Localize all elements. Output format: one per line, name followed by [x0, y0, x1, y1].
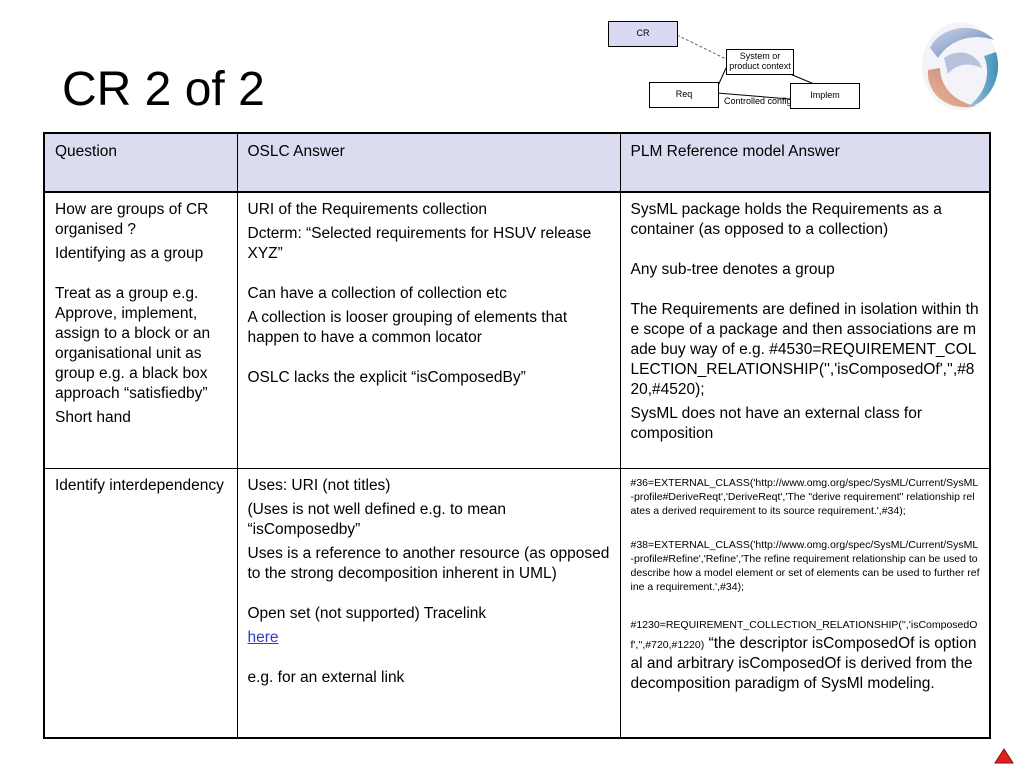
cell-text: (Uses is not well defined e.g. to mean “isComposedby”: [247, 500, 506, 538]
cell-text: Open set (not supported) Tracelink: [247, 604, 487, 622]
context-diagram: [600, 15, 870, 115]
cell-text: e.g. for an external link: [247, 668, 405, 686]
row2-oslc-cell: [237, 468, 620, 738]
cell-text: SysML does not have an external class for composition: [630, 405, 922, 442]
cell-text: Treat as a group e.g. Approve, implement, assign to a block or an organisational unit as group e.g. a black box approach “satisfiedby”: [55, 285, 211, 402]
swirl-logo-icon: [918, 18, 1002, 114]
row1-oslc-cell: [237, 192, 620, 468]
cell-text: SysML package holds the Requirements as a container (as opposed to a collection): [630, 201, 942, 238]
header-oslc-answer: OSLC Answer: [237, 133, 620, 192]
cell-text: Uses: URI (not titles): [247, 476, 391, 494]
table-header-row: [44, 133, 990, 192]
cell-text: Dcterm: “Selected requirements for HSUV release XYZ”: [247, 225, 592, 262]
row1-question-cell: [44, 192, 237, 468]
cell-text: A collection is looser grouping of elements that happen to have a common locator: [247, 309, 568, 346]
row2-plm-cell: [620, 468, 990, 738]
row1-plm-cell: [620, 192, 990, 468]
row2-question-cell: [44, 468, 237, 738]
header-question: Question: [44, 133, 237, 192]
here-link[interactable]: here: [247, 628, 279, 646]
up-triangle-icon[interactable]: [994, 748, 1014, 764]
cell-text: Any sub-tree denotes a group: [630, 261, 835, 278]
table-row: [44, 468, 990, 738]
cell-text: Uses is a reference to another resource (as opposed to the strong decomposition inherent in UML): [247, 544, 610, 582]
diagram-implem-box: Implem: [790, 83, 860, 109]
cell-text: OSLC lacks the explicit “isComposedBy”: [247, 369, 526, 386]
cell-text: Can have a collection of collection etc: [247, 285, 507, 302]
diagram-edge-label: Controlled config: [724, 96, 792, 106]
cr-comparison-table: [43, 132, 991, 739]
cell-text: “the descriptor isComposedOf is optional and arbitrary isComposedOf is derived from the decomposition paradigm of SysMl modeling.: [630, 634, 977, 692]
cell-code-text: #1230=REQUIREMENT_COLLECTION_RELATIONSHIP('','isComposedOf','',#720,#1220): [630, 618, 978, 651]
cell-text: How are groups of CR organised ?: [55, 201, 209, 238]
diagram-req-box: Req: [649, 82, 719, 108]
cell-text: Short hand: [55, 409, 131, 426]
cell-text: The Requirements are defined in isolation within the scope of a package and then associations are made buy way of e.g. #4530=REQUIREMENT_COLLECTION_RELATIONSHIP('','isComposedOf','',#820,#4520);: [630, 301, 979, 398]
diagram-cr-box: CR: [608, 21, 678, 47]
header-plm-answer: PLM Reference model Answer: [620, 133, 990, 192]
cell-code-text: #36=EXTERNAL_CLASS('http://www.omg.org/spec/SysML/Current/SysML-profile#DeriveReqt','DeriveReqt','The "derive requirement" relationship relates a derived requirement to its source requirement.',#34);: [630, 476, 979, 517]
cell-text: Identify interdependency: [55, 476, 224, 494]
table-row: [44, 192, 990, 468]
slide-title: CR 2 of 2: [62, 63, 265, 116]
cell-text: URI of the Requirements collection: [247, 201, 488, 218]
diagram-system-context-box: System or product context: [726, 49, 794, 75]
cell-code-text: #38=EXTERNAL_CLASS('http://www.omg.org/spec/SysML/Current/SysML-profile#Refine','Refine','The refine requirement relationship can be used to describe how a model element or set of elements can be used to further refine a requirement.',#34);: [630, 538, 980, 593]
cell-text: Identifying as a group: [55, 245, 204, 262]
